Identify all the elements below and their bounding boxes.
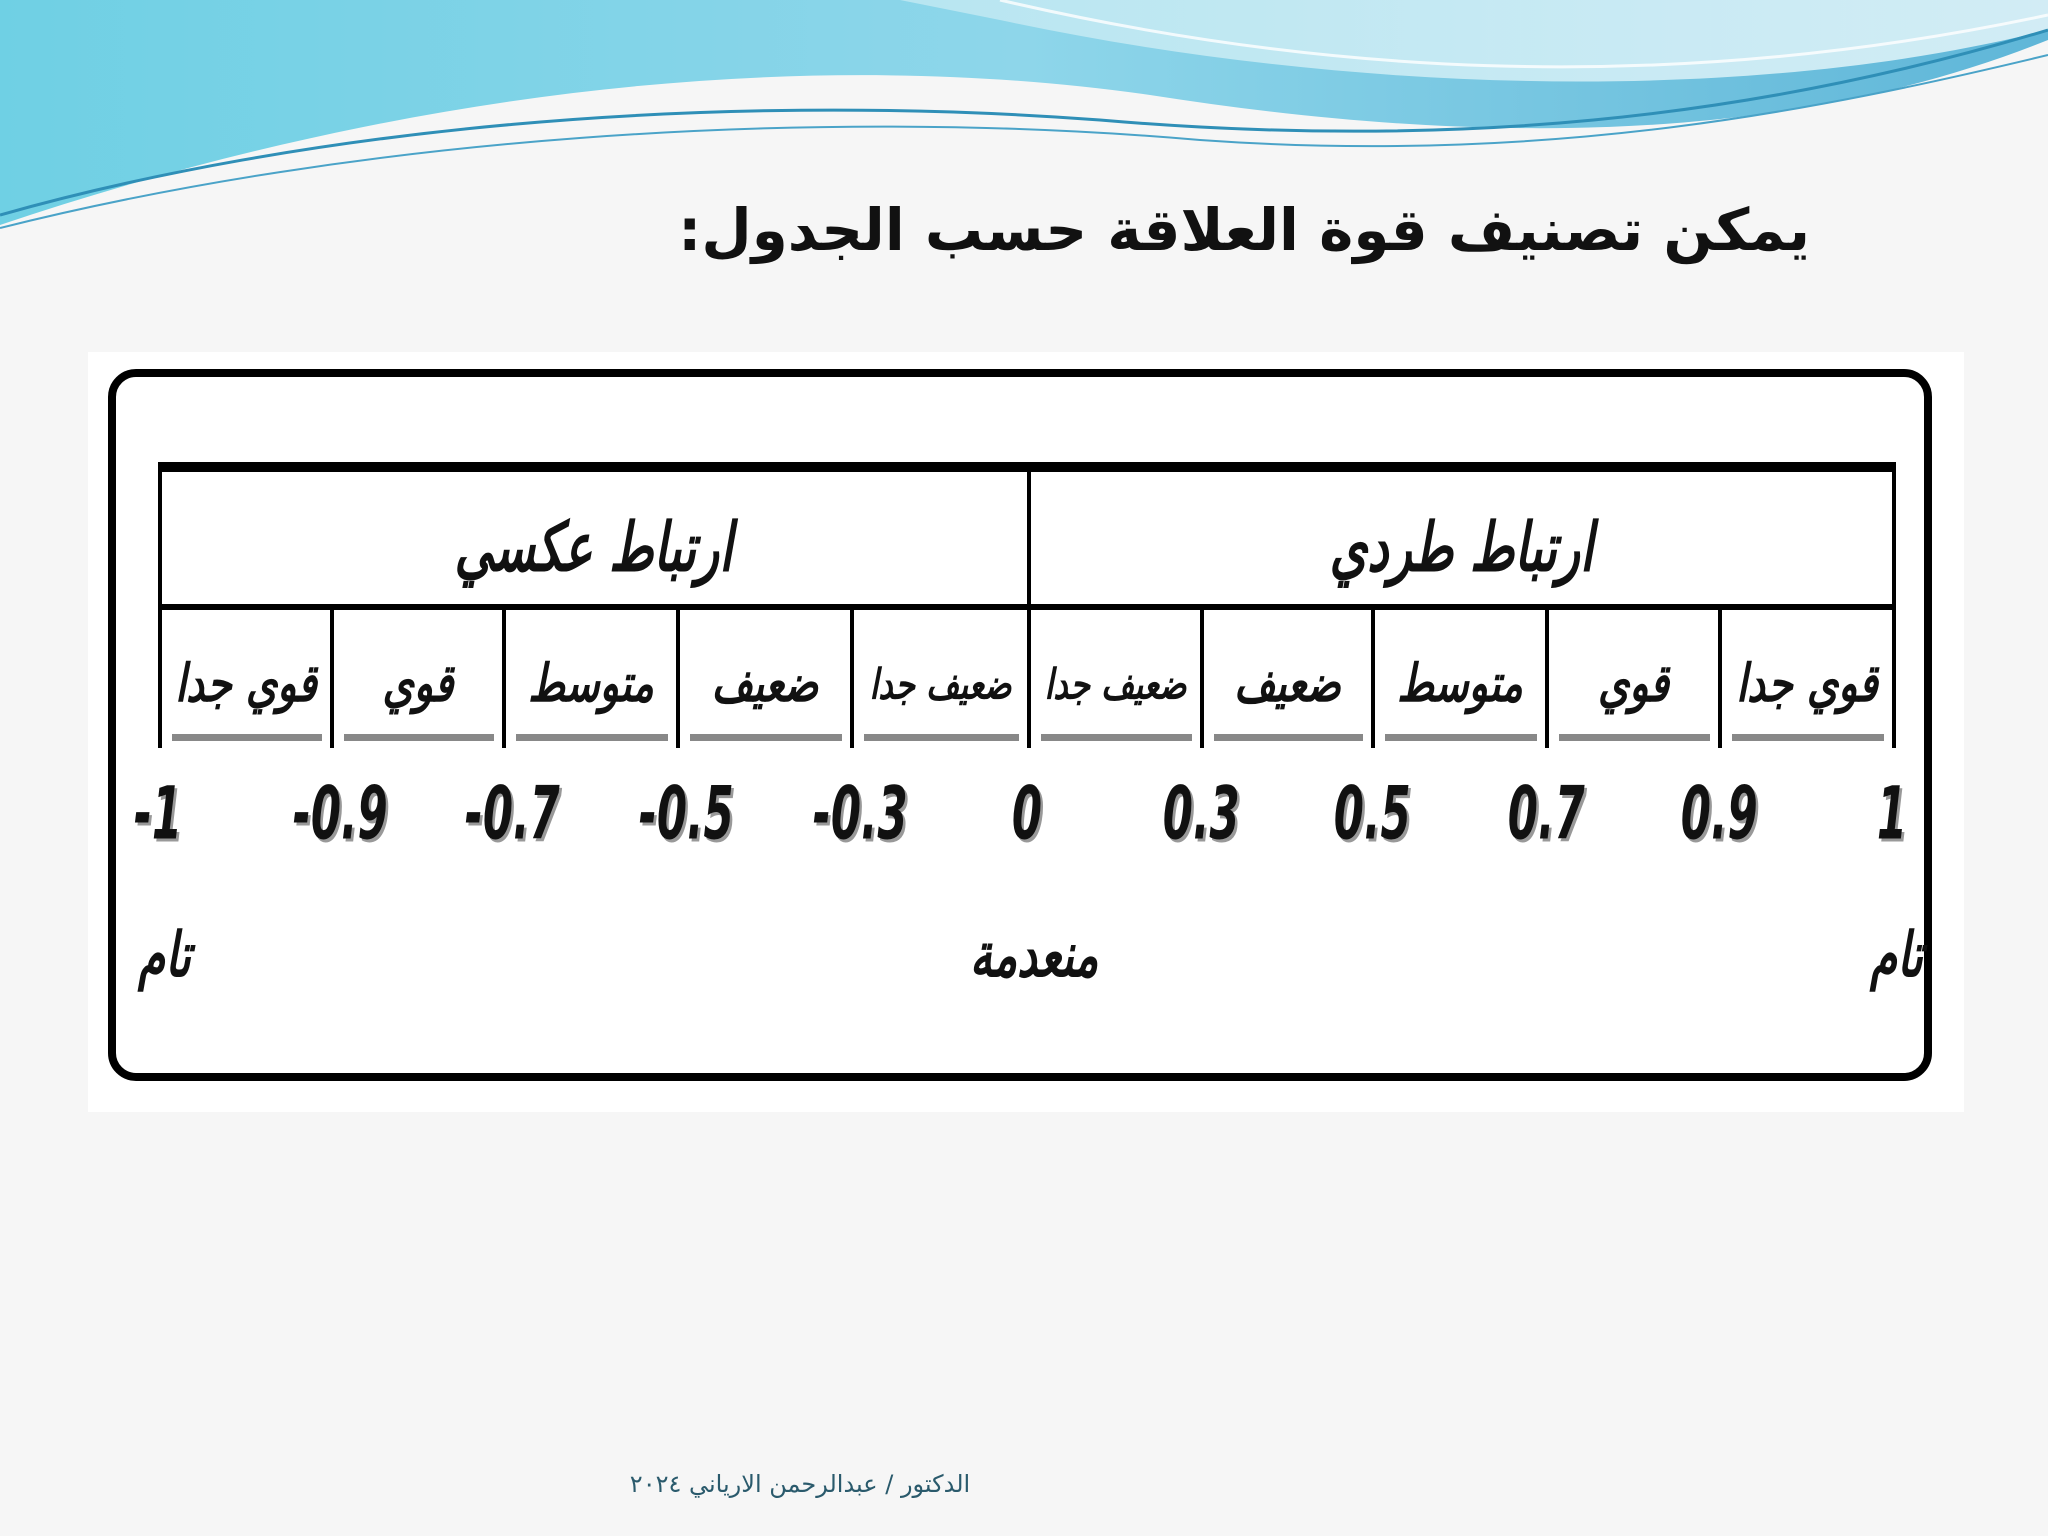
cell-shadow [1041,734,1192,741]
cell-shadow [1385,734,1537,741]
label-perfect-positive: تام [1870,920,1923,992]
cell-shadow [344,734,494,741]
cell-shadow [864,734,1019,741]
tick-label: 0.7 [1507,770,1585,857]
tick-label: -0.9 [292,770,388,857]
category-negative-weak: ضعيف [711,652,819,715]
category-negative-strong: قوي [382,652,454,715]
tick-label: 0 [1011,770,1043,857]
tick-label: 0.3 [1162,770,1240,857]
tick-label: 0.5 [1333,770,1411,857]
category-negative-moderate: متوسط [528,652,654,715]
group-header-positive: ارتباط طردي [1329,508,1594,588]
slide-footer: الدكتور / عبدالرحمن الارياني ٢٠٢٤ [629,1470,971,1498]
category-negative-very-strong: قوي جدا [175,652,317,715]
category-positive-very-strong: قوي جدا [1736,652,1878,715]
cell-shadow [1214,734,1363,741]
slide-title: يمكن تصنيف قوة العلاقة حسب الجدول: [678,196,1810,264]
cell-shadow [690,734,842,741]
tick-label: -0.7 [464,770,560,857]
cell-shadow [516,734,668,741]
category-positive-very-weak: ضعيف جدا [1044,659,1187,709]
tick-label: -1 [133,770,183,857]
cell-shadow [172,734,322,741]
table-top-border [158,462,1896,472]
tick-label: -0.3 [812,770,908,857]
label-perfect-negative: تام [138,920,191,992]
category-positive-weak: ضعيف [1234,652,1341,715]
tick-label: 0.9 [1680,770,1758,857]
category-positive-strong: قوي [1597,652,1670,715]
category-positive-moderate: متوسط [1397,652,1523,715]
cell-shadow [1559,734,1710,741]
tick-label: 1 [1876,770,1908,857]
cell-shadow [1732,734,1884,741]
group-header-negative: ارتباط عكسي [454,508,733,588]
label-none: منعدمة [970,920,1099,992]
category-negative-very-weak: ضعيف جدا [869,659,1012,709]
tick-label: -0.5 [638,770,734,857]
